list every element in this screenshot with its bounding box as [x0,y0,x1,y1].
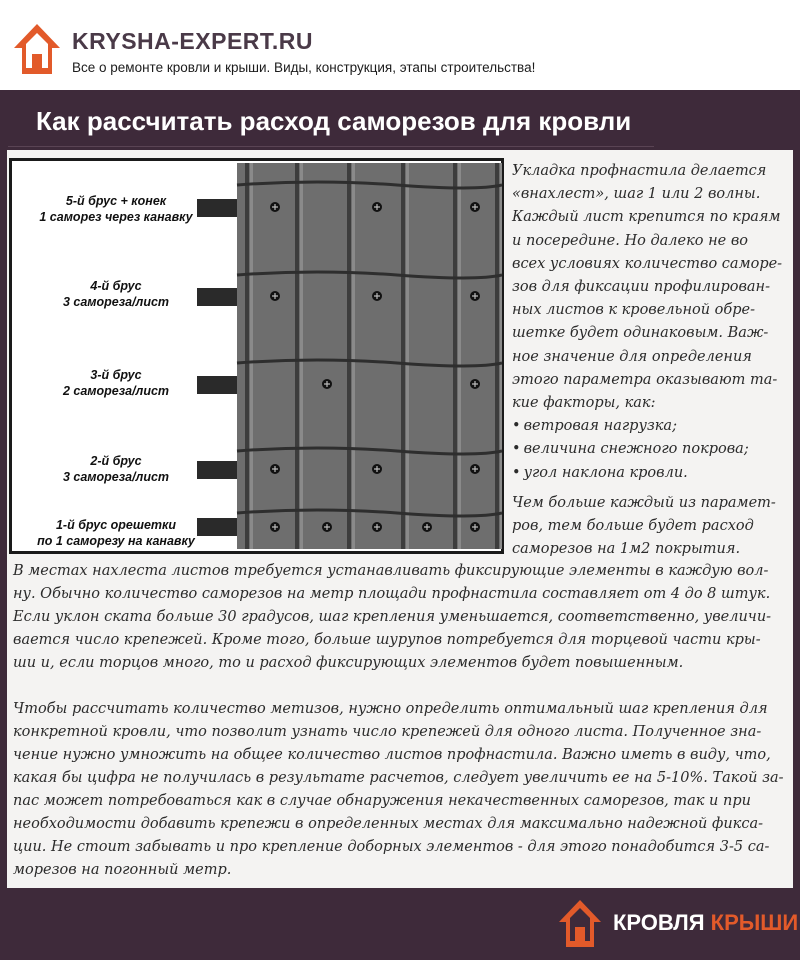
footer-brand: КРОВЛЯ КРЫШИ [613,910,799,935]
page-title: Как рассчитать расход саморезов для кровли [8,95,654,147]
screw [270,202,280,212]
diagram-label: 4-й брус 3 самореза/лист [62,279,170,309]
screw [372,464,382,474]
screw [270,464,280,474]
sheet-rib [347,163,351,549]
sheet-rib-highlight [250,163,253,549]
list-item: • ветровая нагрузка; [512,415,792,438]
site-tagline: Все о ремонте кровли и крыши. Виды, конструкция, этапы строительства! [72,60,536,75]
batten [197,199,237,217]
article-body [13,560,791,905]
diagram-label: 3-й брус 2 самореза/лист [62,368,170,398]
sheet-rib-highlight [458,163,461,549]
screw [470,379,480,389]
diagram-label: 5-й брус + конек 1 саморез через канавку [39,194,193,224]
paragraph-overlap: В местах нахлеста листов требуется устанавливать фиксирующие элементы в каждую вол- ну. Обычно количество саморезов на метр площади профнастила составляет от 4 до 8 штук. Если уклон ската больше 30 градусов, шаг крепления уменьшается, соответственно, увеличи- вается число крепежей. Кроме того, больше шурупов потребуется для торцевой части кры- ши и, если торцов много, то и расход фиксирующих элементов будет повышенным. [13,563,772,671]
roof-sheet-drawing [197,163,502,549]
batten [197,288,237,306]
screw [470,464,480,474]
list-item: • угол наклона кровли. [512,462,792,485]
side-text [512,160,792,561]
sheet-rib-highlight [500,163,502,549]
paragraph-calculation: Чтобы рассчитать количество метизов, нужно определить оптимальный шаг крепления для конкретной кровли, что позволит узнать число крепежей для одного листа. Полученное зна- чение нужно умножить на общее количество листов профнастила. Важно иметь в виду, что, какая бы цифра не получилась в результате расчетов, следует увеличить ее на 5-10%. Такой за- пас может потребоваться как в случае обнаружения некачественных саморезов, так и при необходимости добавить крепежи в определенных местах для максимально надежной фикса- ции. Не стоит забывать и про крепление доборных элементов - для этого понадобится 3-5 са- морезов на погонный метр. [13,701,784,878]
sheet-rib-highlight [352,163,355,549]
screw [270,522,280,532]
sheet-rib-highlight [406,163,409,549]
sheet-rib [401,163,405,549]
screw [372,522,382,532]
diagram-label: 2-й брус 3 самореза/лист [62,454,170,484]
house-logo-icon [557,898,603,950]
sheet-rib [453,163,457,549]
screw [372,291,382,301]
footer-logo[interactable] [557,895,799,955]
sheet-rib [245,163,249,549]
batten [197,376,237,394]
sheet-rib [295,163,299,549]
intro-paragraph: Укладка профнастила делается «внахлест», шаг 1 или 2 волны. Каждый лист крепится по краям и посередине. Но далеко не во всех условиях количество самоpe- зов для фиксации профилирован- ных листов к кровельной обре- шетке будет одинаковым. Важ- ное значение для определения этого параметра оказывают та- кие факторы, как: [512,163,783,412]
diagram-label: 1-й брус орешетки по 1 саморезу на канавку [37,518,195,548]
list-item: • величина снежного покрова; [512,438,792,461]
conclusion-paragraph: Чем больше каждый из парамет- ров, тем больше будет расход саморезов на 1м2 покрытия. [512,494,776,558]
screw [470,291,480,301]
sheet-rib-highlight [300,163,303,549]
sheet-rib [495,163,499,549]
factor-list [512,415,792,485]
screw [270,291,280,301]
screw [372,202,382,212]
batten [197,518,237,536]
fastening-diagram [9,158,504,554]
screw [470,202,480,212]
screw [322,379,332,389]
screw [422,522,432,532]
roof-sheet [237,163,502,549]
house-logo-icon [12,22,62,78]
screw [322,522,332,532]
batten [197,461,237,479]
screw [470,522,480,532]
site-header [0,0,800,90]
site-name[interactable]: KRYSHA-EXPERT.RU [72,28,314,54]
